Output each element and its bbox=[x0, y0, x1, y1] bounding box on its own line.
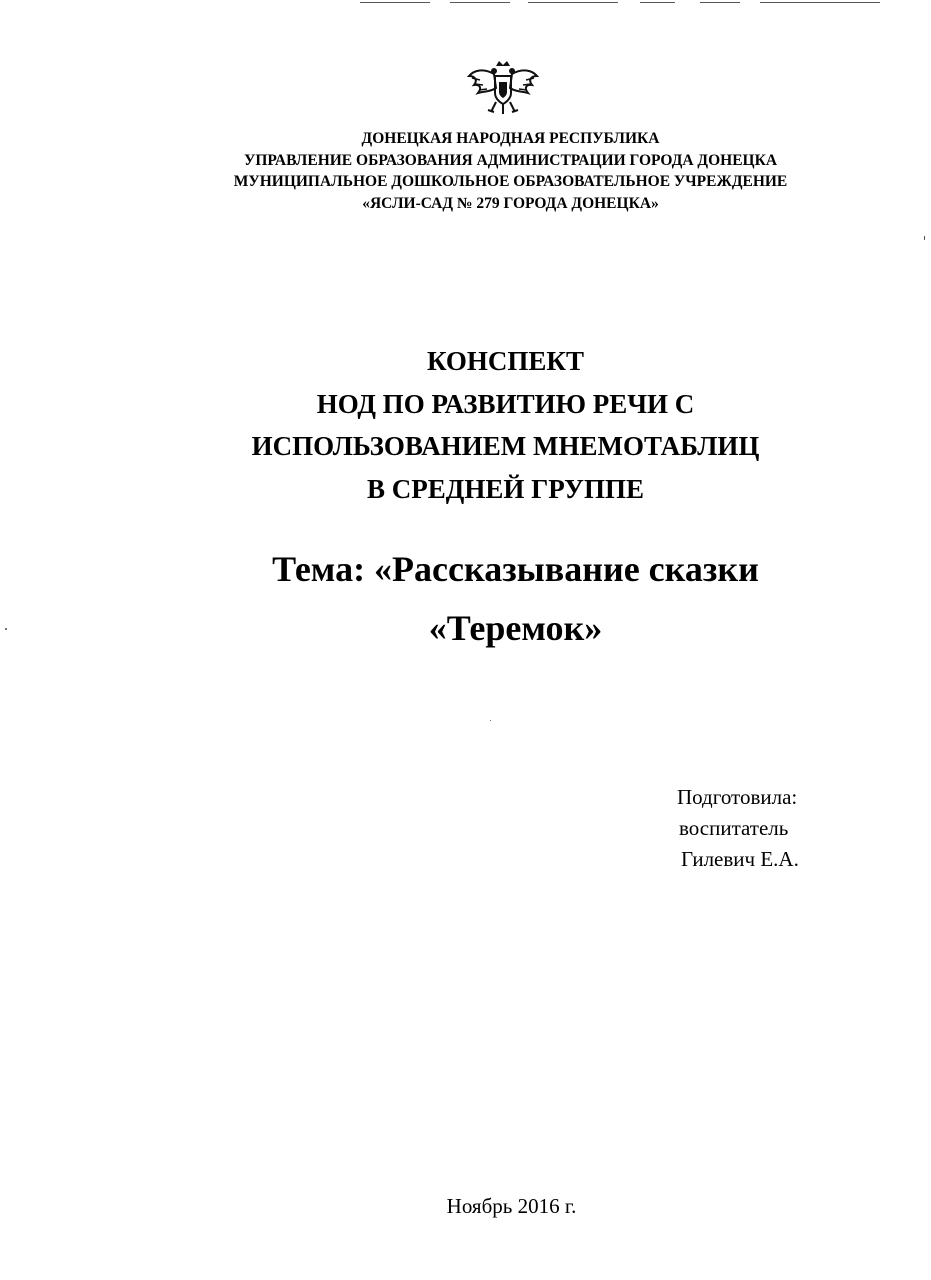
lesson-topic bbox=[0, 540, 931, 658]
title-line-2: НОД ПО РАЗВИТИЮ РЕЧИ С bbox=[316, 388, 695, 419]
title-line-4: В СРЕДНЕЙ ГРУППЕ bbox=[367, 473, 644, 504]
scan-speck bbox=[490, 720, 491, 721]
title-line-3: ИСПОЛЬЗОВАНИЕМ МНЕМОТАБЛИЦ bbox=[251, 431, 760, 461]
author-name: Гилевич Е.А. bbox=[681, 847, 799, 871]
scan-artifact-lines bbox=[0, 0, 931, 8]
document-date: Ноябрь 2016 г. bbox=[446, 1194, 577, 1218]
institution-header bbox=[0, 128, 931, 214]
author-position: воспитатель bbox=[679, 816, 789, 840]
document-title bbox=[0, 340, 931, 510]
header-line-department: УПРАВЛЕНИЕ ОБРАЗОВАНИЯ АДМИНИСТРАЦИИ ГОРОДА ДОНЕЦКА bbox=[243, 151, 778, 169]
coat-of-arms-eagle-icon bbox=[466, 60, 540, 116]
topic-line-2: «Теремок» bbox=[428, 608, 603, 648]
header-line-institution-name: «ЯСЛИ-САД № 279 ГОРОДА ДОНЕЦКА» bbox=[362, 194, 659, 212]
title-line-1: КОНСПЕКТ bbox=[426, 346, 584, 376]
header-line-republic: ДОНЕЦКАЯ НАРОДНАЯ РЕСПУБЛИКА bbox=[361, 130, 660, 147]
header-line-institution-type: МУНИЦИПАЛЬНОЕ ДОШКОЛЬНОЕ ОБРАЗОВАТЕЛЬНОЕ УЧРЕЖДЕНИЕ bbox=[233, 173, 788, 190]
scan-speck bbox=[5, 628, 7, 630]
prepared-by-label: Подготовила: bbox=[677, 785, 798, 809]
author-block bbox=[677, 782, 799, 875]
topic-line-1: Тема: «Рассказывание сказки bbox=[272, 549, 759, 589]
scan-speck bbox=[924, 236, 925, 240]
